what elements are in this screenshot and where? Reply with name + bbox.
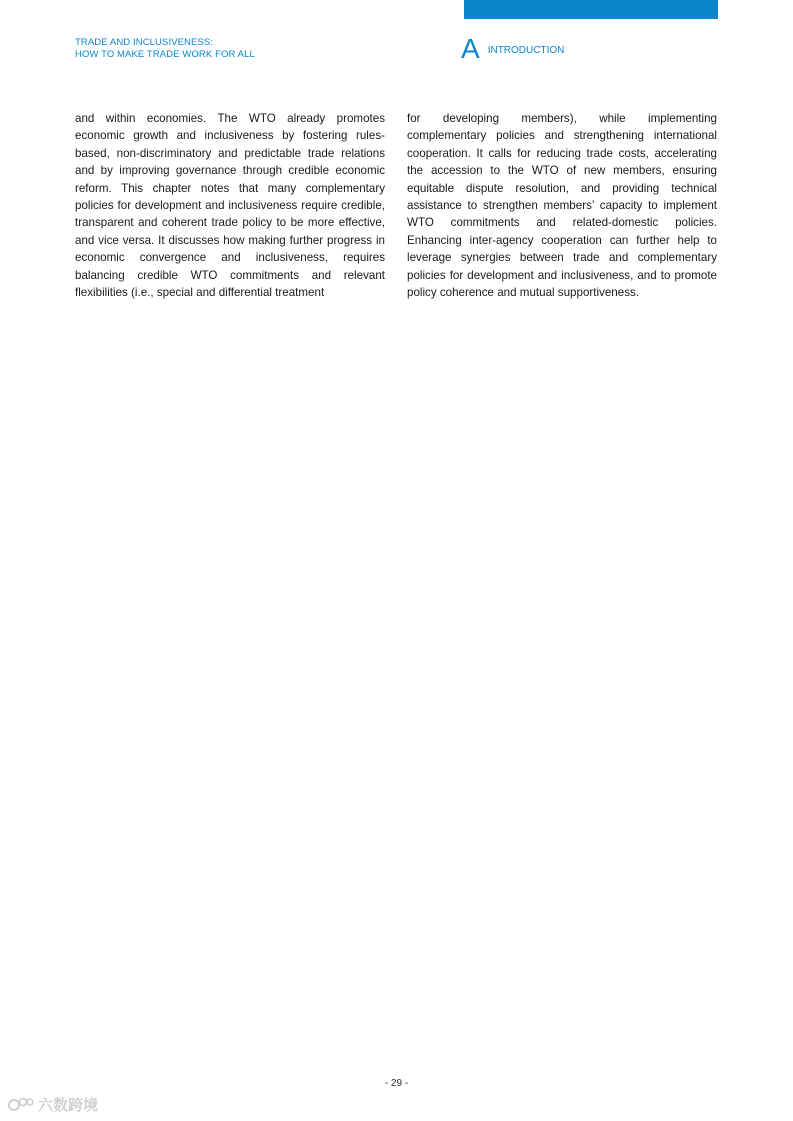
- header-accent-bar: [464, 0, 718, 19]
- watermark-logo-icon: [8, 1096, 34, 1114]
- running-title-line2: HOW TO MAKE TRADE WORK FOR ALL: [75, 49, 255, 60]
- section-marker: [461, 34, 564, 64]
- section-name: INTRODUCTION: [487, 44, 565, 56]
- body-text-right-column: for developing members), while implementing complementary policies and strengthening international cooperation. It calls for reducing trade costs, accelerating the accession to the WTO of new members, ensuring equitable dispute resolution, and providing technical assistance to strengthen members’ capacity to implement WTO commitments and related-domestic policies. Enhancing inter-agency cooperation can further help to leverage synergies between trade and complementary policies for development and inclusiveness, and to promote policy coherence and mutual supportiveness.: [407, 112, 717, 300]
- page-number: - 29 -: [384, 1078, 409, 1089]
- section-letter: A: [461, 33, 480, 64]
- running-title-line1: TRADE AND INCLUSIVENESS:: [75, 37, 214, 48]
- body-text-left-column: and within economies. The WTO already promotes economic growth and inclusiveness by fostering rules-based, non-discriminatory and predictable trade relations and by improving governance through credible economic reform. This chapter notes that many complementary policies for development and inclusiveness require credible, transparent and coherent trade policy to be more effective, and vice versa. It discusses how making further progress in economic convergence and inclusiveness, requires balancing credible WTO commitments and relevant flexibilities (i.e., special and differential treatment: [75, 112, 385, 300]
- watermark-text: 六数跨境: [38, 1097, 99, 1114]
- watermark: [8, 1094, 98, 1115]
- running-title: [75, 37, 255, 61]
